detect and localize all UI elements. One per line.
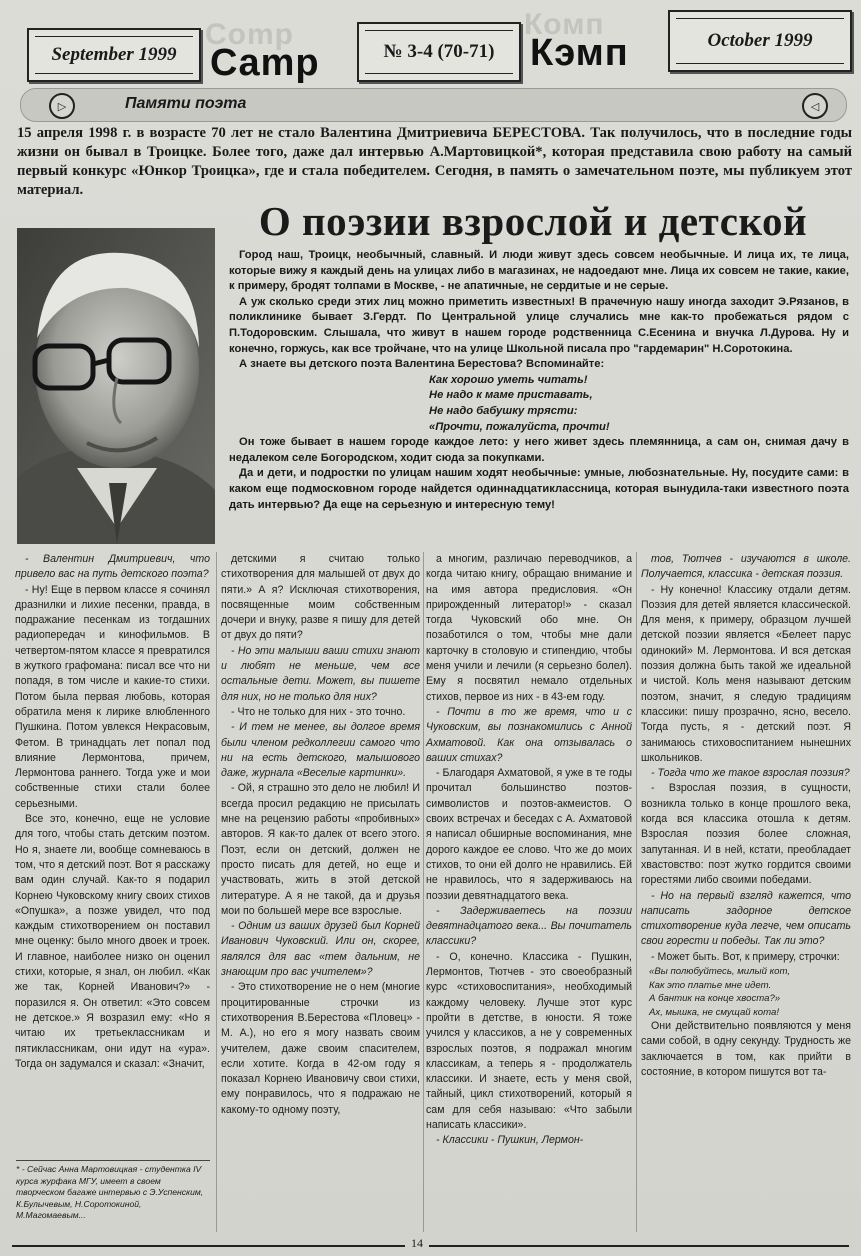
column-paragraph: тов, Тютчев - изучаются в школе. Получается, классика - детская поэзия. (641, 553, 851, 581)
column-paragraph: - И тем не менее, вы долгое время были членом редколлегии самого что ни на есть детского, малышового даже, журнала «Веселые картинки». (221, 721, 420, 780)
masthead-date-right-text: October 1999 (707, 30, 813, 51)
page-number: 14 (405, 1236, 429, 1251)
column-paragraph: - Благодаря Ахматовой, я уже в те годы прочитал большинство поэтов-символистов и поэтов-акмеистов. О своих встречах и беседах с А. Ахматовой я написал обширные воспоминания, мне дорого каждое ее слово. Что же до моих стихов, то они ей долго не нравились. Ей не нравилось, что я задерживаюсь на поэзии девятнадцатого века. (426, 767, 632, 902)
column-paragraph: - Это стихотворение не о нем (многие процитированные строчки из стихотворения В.Берестова «Пловец» - М. А.), но его я могу назвать своим учителем, даже своим спасителем, если хотите. Когда в 42-ом году я показал Корнею Ивановичу свои стихи, ему понравилось, что я подражаю не какому-то одному поэту, (221, 981, 420, 1116)
column-paragraph: - Задерживаетесь на поэзии девятнадцатого века... Вы почитатель классики? (426, 904, 632, 948)
brand-ghost-latin: Comp (205, 18, 294, 51)
portrait-illustration (17, 228, 215, 544)
column-paragraph: Все это, конечно, еще не условие для того, чтобы стать детским поэтом. Но я, знаете ли, вообще сомневаюсь в том, что я детский поэт. Вот я расскажу вам один случай. Как-то я подарил Корнею Чуковскому книгу своих стихов «Опушка», а позже увидел, что под каждым стихотворением он поставил мне оценку: было много двоек и троек. И главное, наиболее низко он оценил стихи, которые, я знал, он любил. «Как же так, Корней Иванович?» - поразился я. Он ответил: «Это совсем не детское.» Я возразил ему: «Но я читаю их третьеклассникам и пятиклассникам, они идут на «ура». Тогда он задумался и сказал: «Значит, (15, 813, 210, 1070)
verse-line: Как это платье мне идет. (649, 979, 772, 991)
brand-ghost-cyrillic: Комп (524, 8, 605, 41)
lead-paragraph: Город наш, Троицк, необычный, славный. И люди живут здесь совсем необычные. И лица их, те лица, которые вижу я каждый день на улицах либо в магазинах, не надоедают мне. Лица их совсем не такие, какие, к примеру, бродят толпами в Москве, - не апатичные, не сердитые и не серые. (229, 249, 849, 293)
column-paragraph: - О, конечно. Классика - Пушкин, Лермонтов, Тютчев - это своеобразный курс «стиховоспитания», необходимый каждому человеку. Лучше этот курс пройти в детстве, в юности. Я тоже учился у классиков, а не у современных взрослых поэтов, я подражал многим классикам, а теперь я - продолжатель классики. И знаете, есть у меня свой, тайный, цикл стихотворений, который я сам для себя называю: «Что забыли написать классики». (426, 950, 632, 1131)
interview-column-1 (15, 552, 210, 1072)
verse-line: А бантик на конце хвоста?» (649, 993, 781, 1005)
lead-paragraph: Он тоже бывает в нашем городе каждое лето: у него живет здесь племянница, а сам он, снимая дачу в недалеком селе Богородском, ходит сюда за покупками. (229, 436, 849, 464)
column-paragraph: - Классики - Пушкин, Лермон- (436, 1134, 584, 1147)
masthead-issue-text: № 3-4 (70-71) (383, 41, 495, 62)
column-divider (423, 552, 424, 1232)
verse-line: Ах, мышка, не смущай кота! (649, 1006, 780, 1018)
interview-column-2 (221, 552, 420, 1118)
quoted-verse (641, 965, 851, 1019)
intro-paragraph: 15 апреля 1998 г. в возрасте 70 лет не стало Валентина Дмитриевича БЕРЕСТОВА. Так получилось, что в последние годы жизни он бывал в Троицке. Более того, даже дал интервью А.Мартовицкой*, которая представила свою работу на самый первый конкурс «Юнкор Троицка», где и стала победителем. Сегодня, в память о замечательном поэте, мы публикуем этот материал. (17, 125, 852, 198)
column-paragraph: - Одним из ваших друзей был Корней Иванович Чуковский. Или он, скорее, являлся для вас «тем дальним, не знающим про вас учителем»? (221, 920, 420, 979)
lead-paragraph: А знаете вы детского поэта Валентина Берестова? Вспоминайте: (239, 358, 605, 371)
column-paragraph: детскими я считаю только стихотворения для малышей от двух до пяти.» А я? Исключая стихотворения, посвященные моим собственным дочери и внуку, разве я пишу для детей от двух до пяти? (221, 553, 420, 642)
article-headline: О поэзии взрослой и детской (258, 198, 808, 244)
interview-column-4 (641, 552, 851, 1080)
column-paragraph: - Но эти малыши ваши стихи знают и любят не меньше, чем все остальные дети. Может, вы пишете для них, но не только для них? (221, 644, 420, 703)
triangle-right-icon: ▷ (49, 93, 75, 119)
column-paragraph: Они действительно появляются у меня сами собой, в одну секунду. Трудность же заключается в том, как прийти в состояние, в котором пишутся вот та- (641, 1020, 851, 1078)
column-paragraph: - Почти в то же время, что и с Чуковским, вы познакомились с Анной Ахматовой. Как она отзывалась о ваших стихах? (426, 705, 632, 764)
brand-latin: Camp (210, 42, 320, 84)
masthead-date-right (668, 10, 852, 72)
lead-paragraph: Да и дети, и подростки по улицам нашим ходят необычные: умные, любознательные. Ну, посудите сами: в каком еще подмосковном городе найдется одиннадцатиклассница, которая вынудила-таки известного поэта дать интервью? Да еще на серьезную и интересную тему! (229, 467, 849, 511)
masthead-date-left (27, 28, 201, 82)
poem-line: Как хорошо уметь читать! (429, 373, 588, 386)
column-divider (636, 552, 637, 1232)
lead-poem (429, 373, 849, 435)
poem-line: «Прочти, пожалуйста, прочти! (429, 420, 610, 433)
column-paragraph: - Но на первый взгляд кажется, что написать задорное детское стихотворение куда легче, чем описать свои горести и победы. Так ли это? (641, 889, 851, 948)
column-paragraph: - Ну! Еще в первом классе я сочинял дразнилки и лихие песенки, правда, в подражание песенкам из тогдашних радиопередач и кинофильмов. В четвертом-пятом классе я превратился в жуткого графомана: писал все что ни попадя, в том числе и какие-то стихи. Потом была первая любовь, которая обратила меня к лирике влюбленного Пушкина. Потом увлекся Некрасовым, Фетом. В тринадцать лет попал под влияние Лермонтова, причем, Лермонтова раннего. Тогда уже и мои собственные стихи стали более серьезными. (15, 583, 210, 810)
column-paragraph: а многим, различаю переводчиков, а когда читаю книгу, обращаю внимание и на имя автора предисловия. «Он прирожденный литератор!» - сказал тогда Чуковский обо мне. Он позаботился о том, чтобы мне дали карточку в столовую и стипендию, чтобы меня учили и лечили (я серьезно болел). Ему я посвятил немало отдельных стихов, первое из них - в 43-ем году. (426, 553, 632, 703)
section-title: Памяти поэта (125, 95, 247, 112)
column-paragraph: - Взрослая поэзия, в сущности, возникла только в конце прошлого века, когда вся классика отошла к детям. Взрослая поэзия более сложная, запутанная. И в ней, кстати, преобладает хвастовство: поэт жутко гордится своими горестями либо своими победами. (641, 782, 851, 887)
column-paragraph: - Может быть. Вот, к примеру, строчки: (651, 950, 840, 963)
column-paragraph: - Ой, я страшно это дело не любил! И всегда просил редакцию не присылать мне на рецензию работы «пробивных» авторов. Я как-то далек от всего этого. Поэт, если он детский, должен не просто писать для детей, но еще и участвовать, жить в этой детской литературе. А я не такой, да и друзья мои по большей мере все взрослые. (221, 782, 420, 917)
column-divider (216, 552, 217, 1232)
triangle-left-icon: ◁ (802, 93, 828, 119)
footer-rule (12, 1245, 849, 1247)
column-paragraph: - Что не только для них - это точно. (231, 705, 406, 718)
lead-paragraph: А уж сколько среди этих лиц можно приметить известных! В прачечную нашу иногда заходит Э.Рязанов, в поликлинике бывает З.Гердт. По Центральной улице случались мне как-то пробежаться рядом с П.Тодоровским. Слышала, что живут в нашем городе родственница С.Есенина и внучка Л.Дурова. Ну и конечно, горжусь, как все тройчане, что на улице Школьной писала про "гардемарин" Н.Соротокина. (229, 295, 849, 355)
masthead-issue (357, 22, 521, 82)
column-paragraph: - Ну конечно! Классику отдали детям. Поэзия для детей является классической. Для меня, к примеру, образцом лучшей детской поэзии является «Белеет парус одинокий» М. Лермонтова. И вся детская поэзия должна быть такой же идеальной и чистой. Коль меня называют детским поэтом, значит, я следую традициям классики: пишу прозрачно, ясно, весело. Тогда пусть, я - детский поэт. Я занимаюсь стиховоспитанием нынешних школьников. (641, 583, 851, 764)
poem-line: Не надо бабушку трясти: (429, 404, 578, 417)
verse-line: «Вы полюбуйтесь, милый кот, (649, 966, 790, 978)
masthead-date-left-text: September 1999 (51, 44, 177, 65)
article-lead (229, 248, 849, 513)
column-paragraph: - Валентин Дмитриевич, что привело вас на путь детского поэта? (15, 553, 210, 581)
column-4-body (641, 552, 851, 965)
brand-cyrillic: Кэмп (530, 32, 629, 74)
interview-column-3 (426, 552, 632, 1149)
author-footnote: * - Сейчас Анна Мартовицкая - студентка IV курса журфака МГУ, имеет в своем творческом багаже интервью с Э.Успенским, К.Булычевым, Н.Соротокиной, М.Магомаевым... (16, 1160, 210, 1222)
poem-line: Не надо к маме приставать, (429, 389, 593, 402)
section-band (20, 88, 847, 122)
portrait-photo (17, 228, 215, 544)
column-paragraph: - Тогда что же такое взрослая поэзия? (651, 767, 850, 780)
